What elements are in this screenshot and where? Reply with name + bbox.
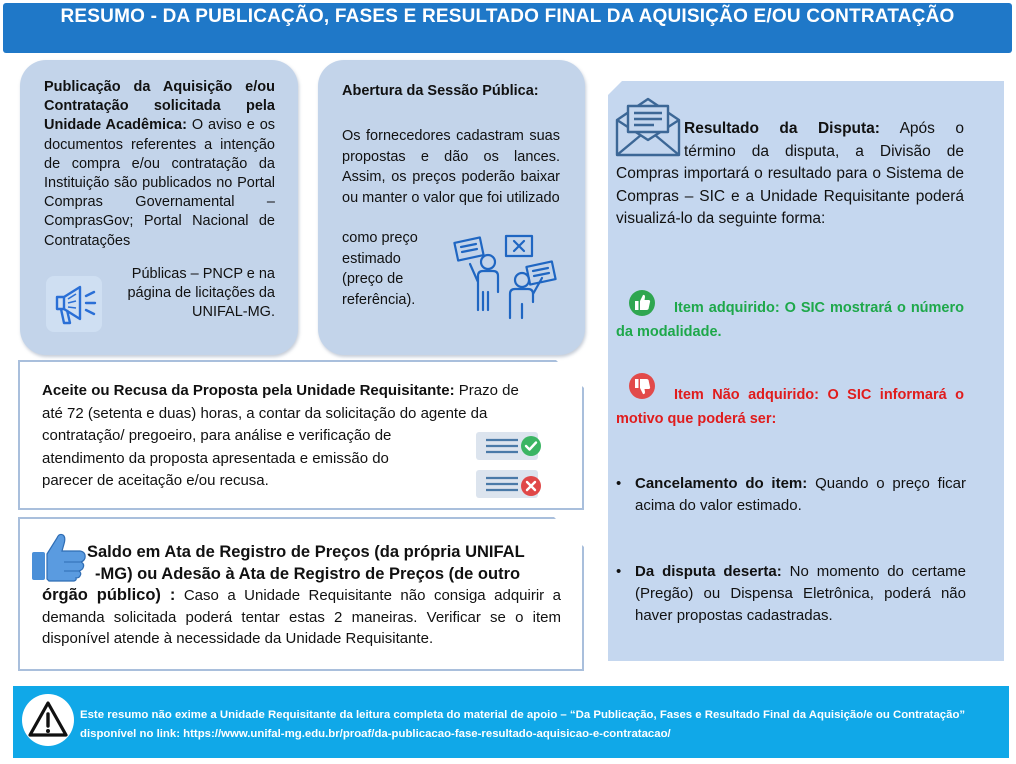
bullet-deserta <box>616 561 966 627</box>
item-adquirido-text: Item adquirido: O SIC mostrará o número da modalidade. <box>616 300 964 340</box>
bullet-cancelamento-label: Cancelamento do item: <box>635 475 808 492</box>
resultado-body: término da disputa, a Divisão de Compras importará o resultado para o Sistema de Compras – SIC e a Unidade Requisitante poderá visualizá-lo da seguinte forma: <box>616 142 964 227</box>
resultado-body-line1: Após o <box>899 120 964 137</box>
resultado-heading: Resultado da Disputa: <box>684 120 880 137</box>
saldo-text <box>42 542 561 650</box>
abertura-heading: Abertura da Sessão Pública: <box>342 83 539 99</box>
aceite-line1: Prazo de <box>458 382 519 399</box>
publicacao-text <box>44 78 275 251</box>
bullet-cancelamento <box>616 473 966 517</box>
bullet-deserta-text: No momento do certame (Pregão) ou Dispensa Eletrônica, poderá não haver propostas cadastradas. <box>635 563 966 624</box>
publicacao-tail: Públicas – PNCP e na página de licitações da UNIFAL-MG. <box>127 266 275 321</box>
item-adquirido <box>616 296 964 344</box>
bullet-deserta-label: Da disputa deserta: <box>635 563 782 580</box>
footer-text: Este resumo não exime a Unidade Requisitante da leitura completa do material de apoio – “Da Publicação, Fases e Resultado Final da Aquisição/e ou Contratação” disponível no link: https://www.unifal-mg.edu.br/proaf/da-publicacao-fase-resultado-aquisicao-e-contratacao/ <box>80 709 966 740</box>
warning-icon <box>20 692 76 748</box>
abertura-body: Os fornecedores cadastram suas propostas e dão os lances. Assim, os preços poderão baixar ou manter o valor que foi utilizado <box>342 128 560 206</box>
abertura-tail: como preço estimado (preço de referência). <box>342 230 418 308</box>
aceite-line2: até 72 (setenta e duas) horas, a contar da solicitação do agente da <box>42 404 488 422</box>
document-x-icon <box>474 468 546 502</box>
page-title <box>3 3 1012 53</box>
page-title-text: RESUMO - DA PUBLICAÇÃO, FASES E RESULTADO FINAL DA AQUISIÇÃO E/OU CONTRATAÇÃO <box>60 6 955 27</box>
saldo-line2: -MG) ou Adesão à Ata de Registro de Preços (de outro <box>95 564 521 583</box>
bullet-dot: • <box>616 475 622 492</box>
panel-corner-fold <box>608 81 622 95</box>
saldo-line1: Saldo em Ata de Registro de Preços (da própria UNIFAL <box>87 543 525 561</box>
saldo-body: Caso a Unidade Requisitante não consiga adquirir a demanda solicitada poderá tentar estas 2 maneiras. Verificar se o item disponível atende à necessidade da Unidade Requisitante. <box>42 587 561 647</box>
aceite-line3: contratação/ pregoeiro, para análise e verificação de <box>42 427 392 444</box>
publicacao-body: O aviso e os documentos referentes a intenção de compra e/ou contratação da Instituição são publicados no Portal Compras Governamental – ComprasGov; Portal Nacional de Contratações <box>44 117 276 249</box>
resultado-intro <box>616 118 964 231</box>
saldo-line3: órgão público) : <box>42 586 176 604</box>
item-nao-adquirido-text: Item Não adquirido: O SIC informará o motivo que poderá ser: <box>616 387 964 427</box>
aceite-line5: parecer de aceitação e/ou recusa. <box>42 472 269 489</box>
publicacao-heading: Publicação da Aquisição e/ou Contratação solicitada pela Unidade Acadêmica: <box>44 79 275 134</box>
item-nao-adquirido <box>616 383 964 431</box>
bullet-dot: • <box>616 563 622 580</box>
megaphone-icon <box>44 274 104 334</box>
bullet-cancelamento-text: Quando o preço ficar acima do valor estimado. <box>635 475 966 514</box>
aceite-line4: atendimento da proposta apresentada e emissão do <box>42 449 389 467</box>
aceite-heading: Aceite ou Recusa da Proposta pela Unidade Requisitante: <box>42 382 455 399</box>
document-check-icon <box>474 430 546 464</box>
people-discussion-icon <box>450 232 560 322</box>
